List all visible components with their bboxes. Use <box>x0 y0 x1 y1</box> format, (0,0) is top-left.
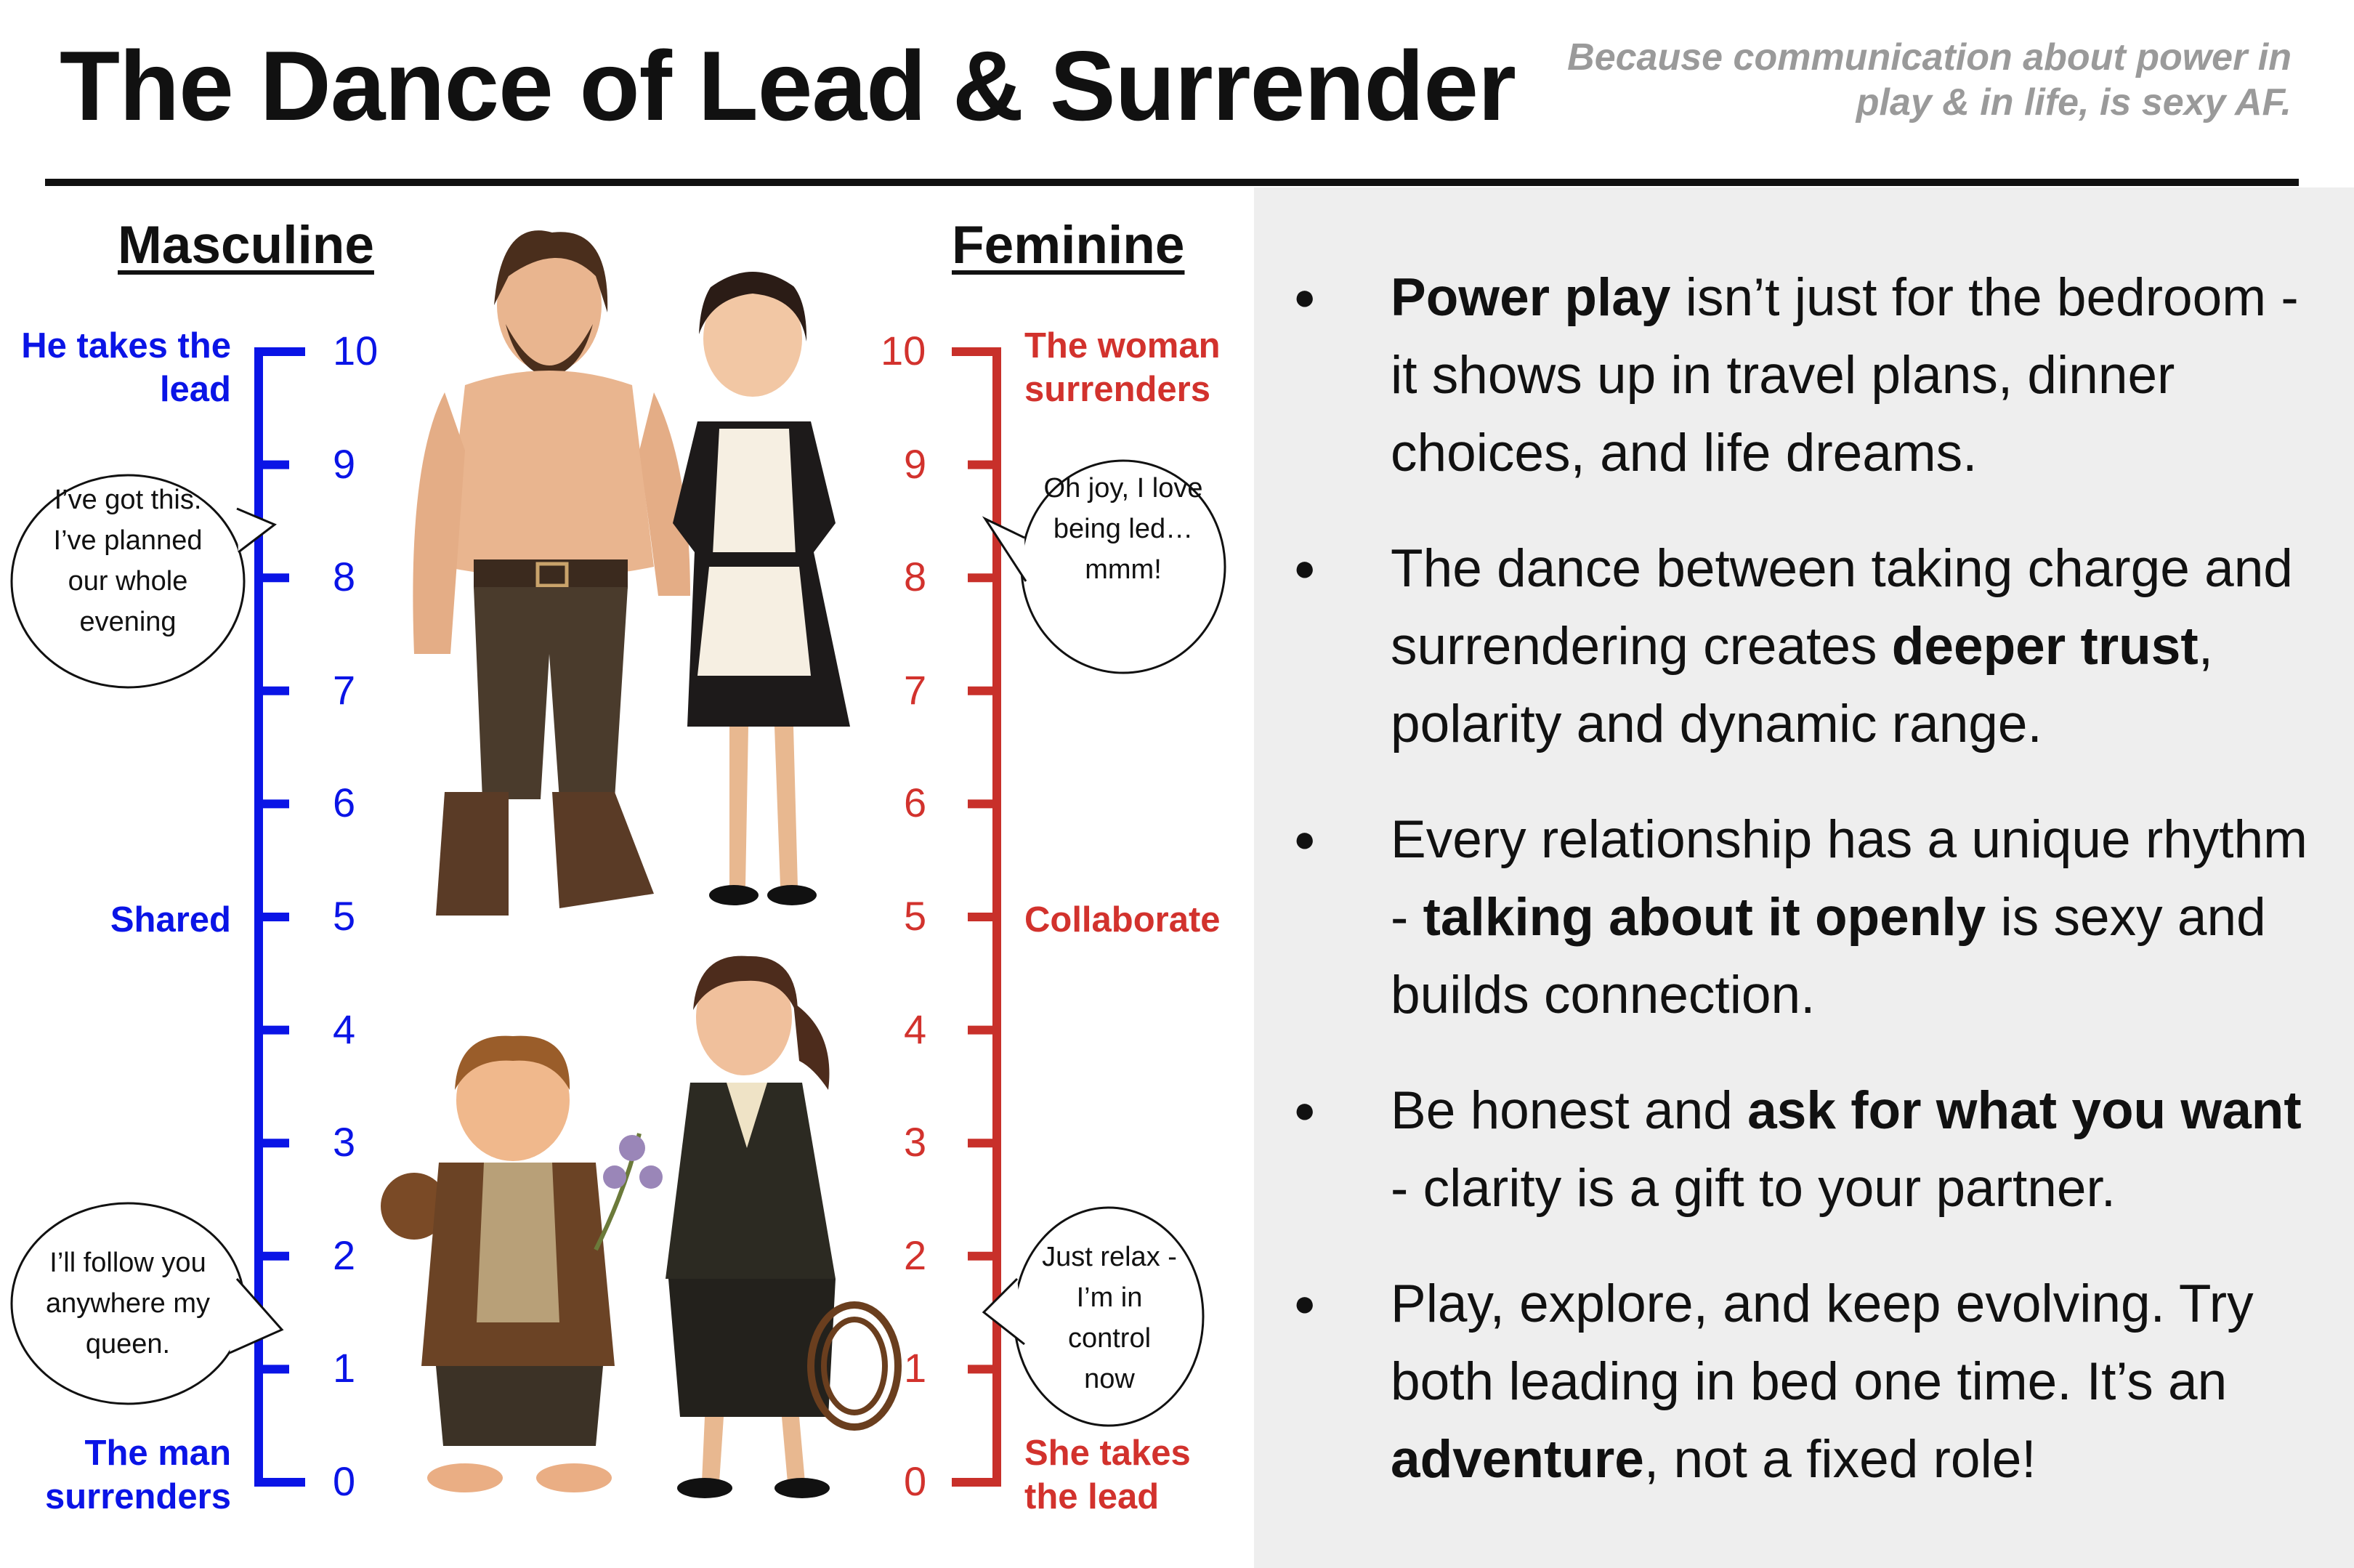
masculine-tick-label: 6 <box>333 780 356 826</box>
feminine-tick-label: 7 <box>904 666 927 713</box>
hobbit-illustration <box>381 1036 663 1492</box>
feminine-tick-label: 2 <box>904 1232 927 1278</box>
bullet-item: ● Power play isn’t just for the bedroom - it shows up in travel plans, dinner choices, and life dreams. <box>1293 259 2310 492</box>
feminine-heading: Feminine <box>952 216 1185 275</box>
feminine-bottom-label: She takes the lead <box>1024 1434 1191 1516</box>
bubble-top-right-text: Oh joy, I love being led… mmm! <box>1043 473 1203 585</box>
bullet-item: ● Play, explore, and keep evolving. Try both leading in bed one time. It’s an adventure, not a fixed role! <box>1293 1265 2310 1498</box>
businesswoman-illustration <box>666 956 898 1498</box>
feminine-tick-label: 1 <box>904 1345 927 1391</box>
masculine-tick-label: 0 <box>333 1458 356 1504</box>
masculine-tick-label: 2 <box>333 1232 356 1278</box>
masculine-mid-label: Shared <box>110 900 231 939</box>
feminine-tick-label: 3 <box>904 1119 927 1165</box>
page-title: The Dance of Lead & Surrender <box>60 31 1516 141</box>
tagline: Because communication about power in play & in life, is sexy AF. <box>1567 36 2292 124</box>
masculine-tick-label: 7 <box>333 666 356 713</box>
masculine-tick-label: 5 <box>333 893 356 939</box>
masculine-tick-label: 1 <box>333 1345 356 1391</box>
masculine-bottom-label: The man surrenders <box>44 1434 231 1516</box>
bubble-bottom-left-text: I’ll follow you anywhere my queen. <box>46 1248 210 1359</box>
feminine-mid-label: Collaborate <box>1024 900 1221 939</box>
bullet-item: ● Be honest and ask for what you want - clarity is a gift to your partner. <box>1293 1072 2310 1227</box>
bullet-item: ● The dance between taking charge and surrendering creates deeper trust, polarity and dynamic range. <box>1293 530 2310 763</box>
feminine-tick-label: 9 <box>904 440 927 487</box>
masculine-tick-label: 9 <box>333 440 356 487</box>
bullet-item: ● Every relationship has a unique rhythm - talking about it openly is sexy and builds connection. <box>1293 801 2310 1034</box>
masculine-heading: Masculine <box>118 216 374 275</box>
feminine-tick-label: 0 <box>904 1458 927 1504</box>
feminine-tick-label: 6 <box>904 780 927 826</box>
bubble-top-left-text: I’ve got this. I’ve planned our whole evening <box>53 485 203 637</box>
masculine-top-label: He takes the lead <box>21 326 231 409</box>
bubble-bottom-right-text: Just relax - I’m in control now <box>1042 1242 1177 1394</box>
feminine-tick-label: 8 <box>904 554 927 600</box>
masculine-tick-label: 10 <box>333 328 379 373</box>
masculine-tick-label: 8 <box>333 554 356 600</box>
feminine-tick-label: 5 <box>904 893 927 939</box>
feminine-tick-label: 10 <box>881 328 926 373</box>
feminine-tick-label: 4 <box>904 1006 927 1052</box>
maid-illustration <box>673 265 850 905</box>
masculine-tick-label: 3 <box>333 1119 356 1165</box>
masculine-tick-label: 4 <box>333 1006 356 1052</box>
bearded-man-illustration <box>413 230 690 916</box>
feminine-top-label: The woman surrenders <box>1024 326 1221 409</box>
